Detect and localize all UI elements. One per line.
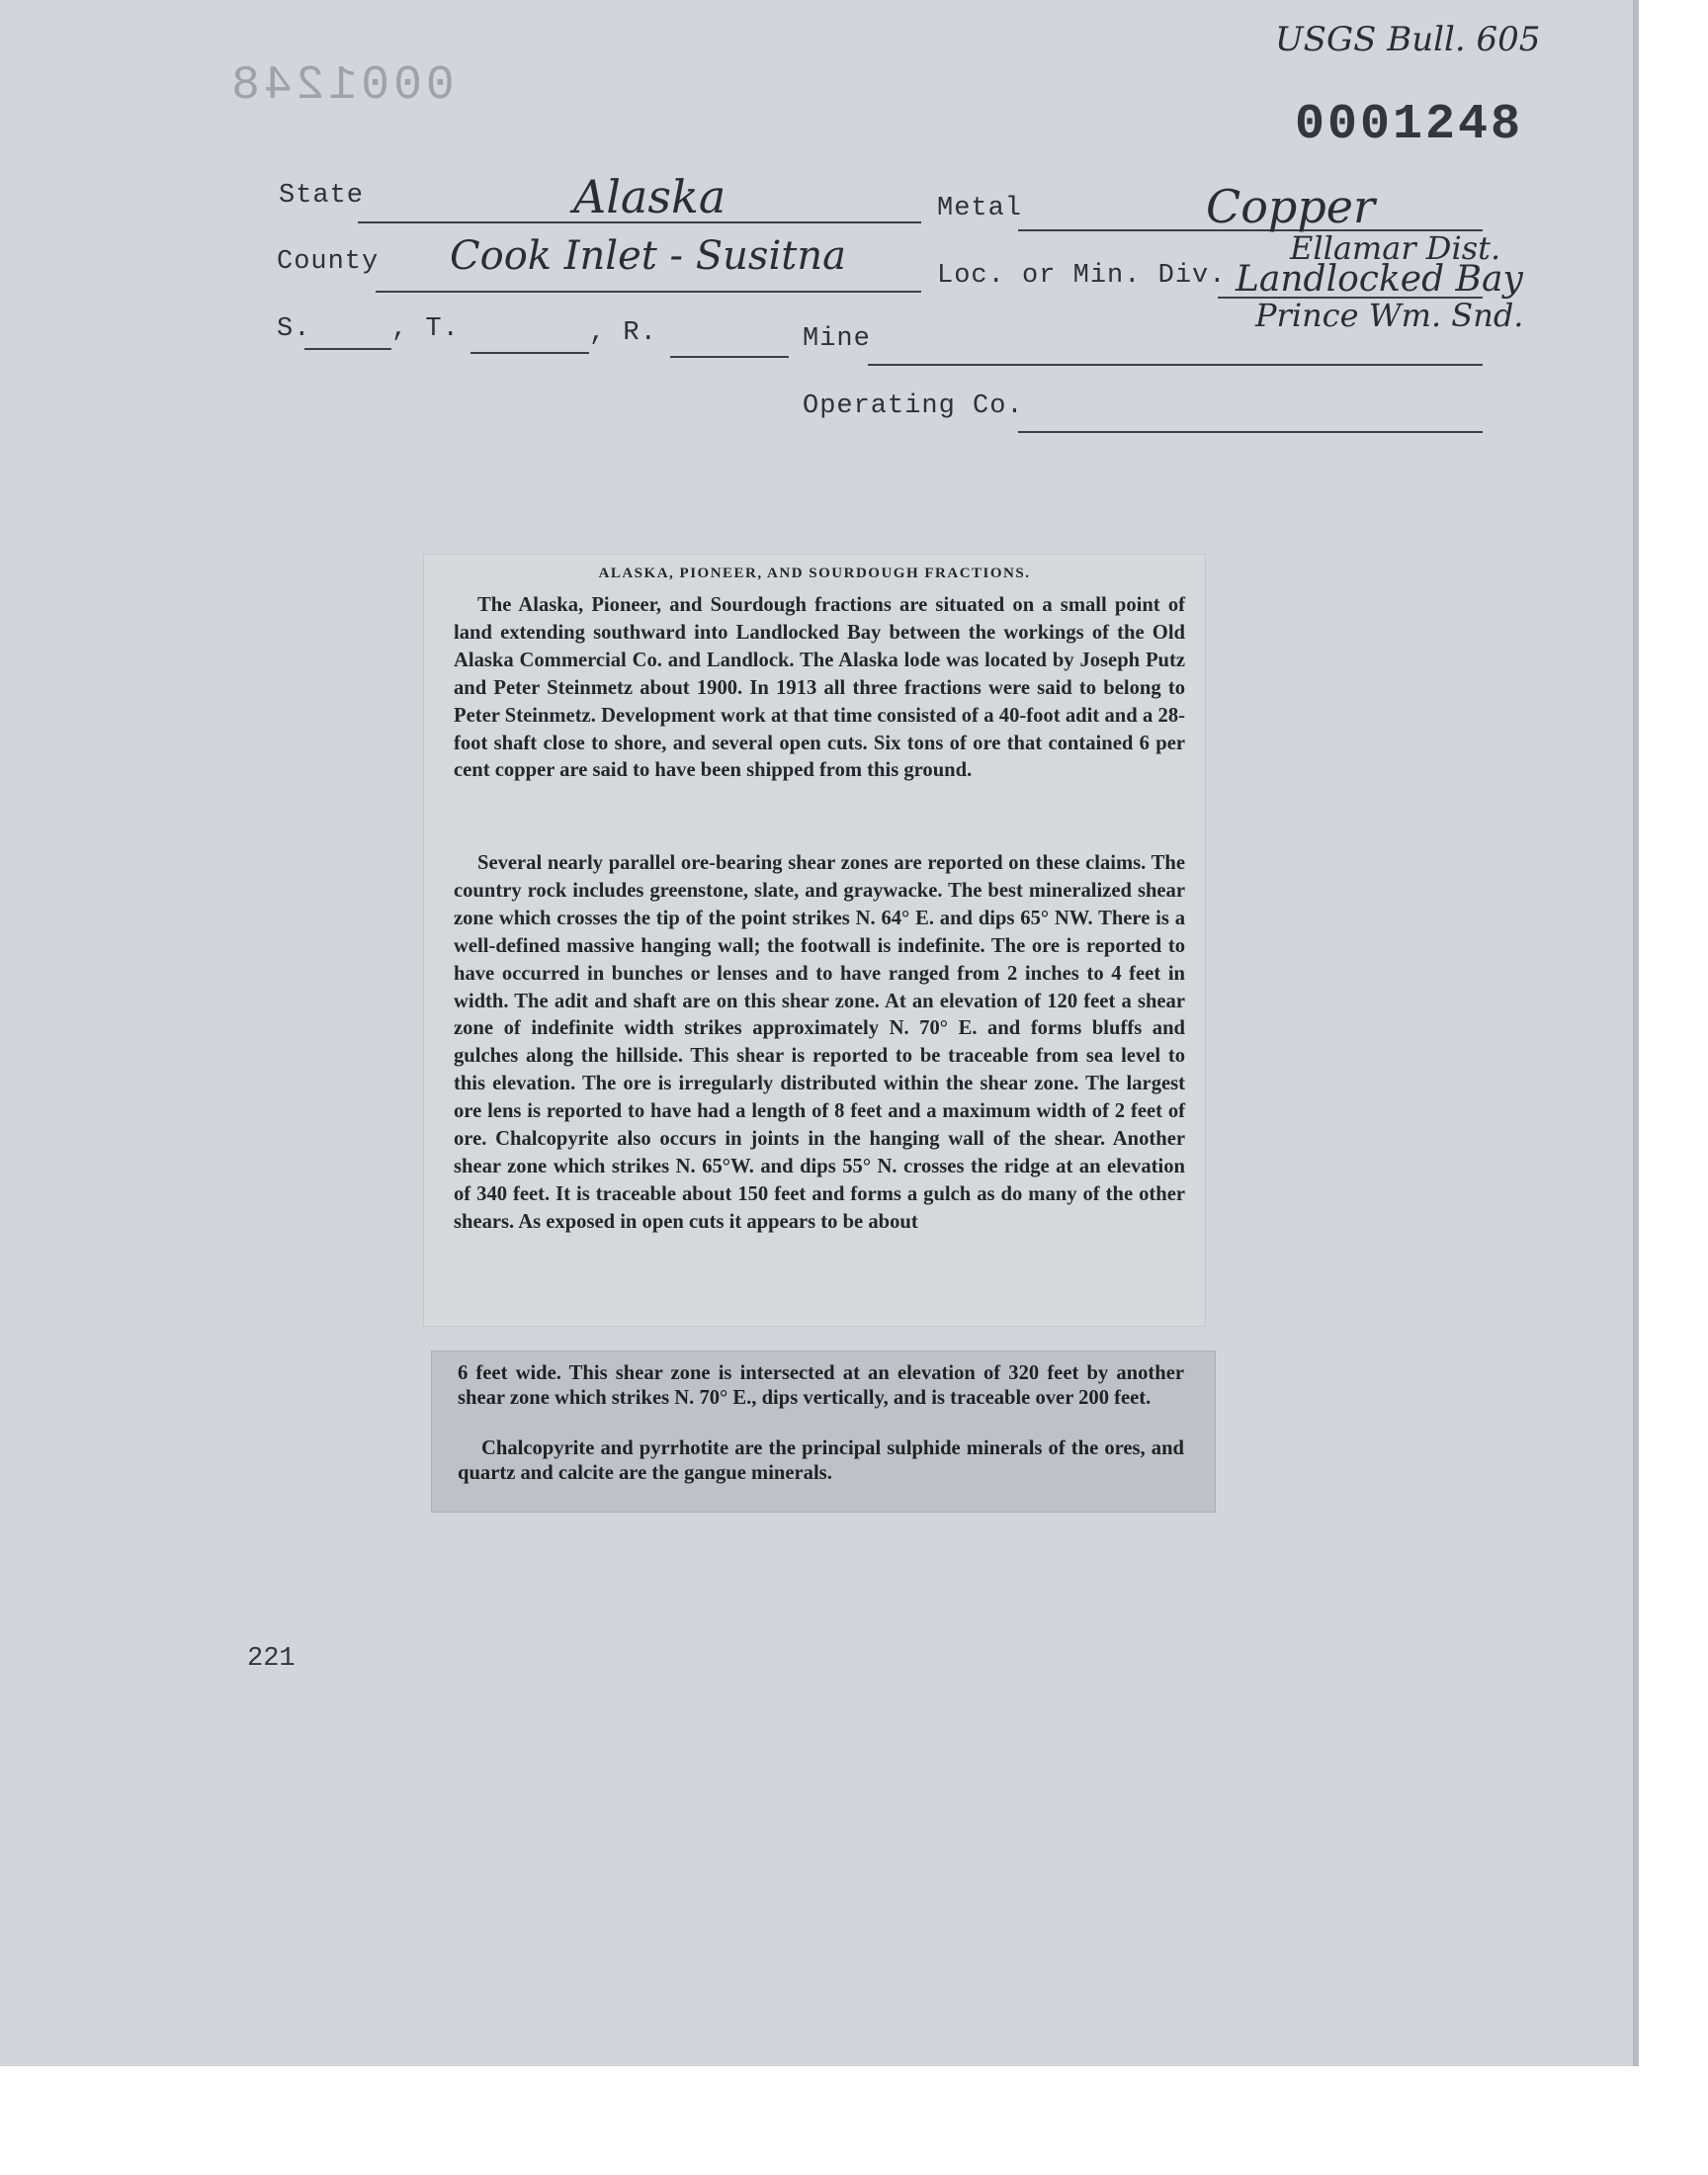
metal-label: Metal (937, 194, 1023, 223)
reference-note: USGS Bull. 605 (1275, 20, 1541, 59)
loc-label: Loc. or Min. Div. (937, 261, 1227, 291)
clipping-paragraph: Chalcopyrite and pyrrhotite are the principal sulphide minerals of the ores, and quartz and calcite are the gangue minerals. (458, 1437, 1184, 1484)
r-label: , R. (589, 318, 657, 348)
s-line (304, 348, 391, 350)
loc-value-bay: Landlocked Bay (1236, 259, 1523, 300)
s-label: S. (277, 314, 311, 344)
sheet-edge (1633, 0, 1639, 2066)
county-label: County (277, 247, 380, 277)
clipping-title: ALASKA, PIONEER, AND SOURDOUGH FRACTIONS. (598, 566, 1031, 581)
loc-value-sound: Prince Wm. Snd. (1255, 297, 1524, 334)
t-line (470, 352, 589, 354)
page-number: 221 (247, 1644, 296, 1674)
r-line (670, 356, 789, 358)
state-label: State (279, 181, 365, 211)
document-number: 0001248 (1295, 97, 1524, 153)
loc-value-district: Ellamar Dist. (1290, 229, 1501, 267)
operating-label: Operating Co. (803, 392, 1024, 421)
mine-line (868, 364, 1483, 366)
clipping-paragraph: 6 feet wide. This shear zone is intersected at an elevation of 320 feet by another shear zone which strikes N. 70° E., dips vertically, and is traceable over 200 feet. (458, 1362, 1184, 1409)
state-value: Alaska (573, 170, 726, 223)
bleed-through-stamp: 0001248 (227, 59, 455, 113)
metal-value: Copper (1206, 180, 1375, 233)
clipping-paragraph: Several nearly parallel ore-bearing shear zones are reported on these claims. The country rock includes greenstone, slate, and graywacke. The best mineralized shear zone which crosses the tip of the point strikes N. 64° E. and dips 65° NW. There is a well-defined massive hanging wall; the footwall is indefinite. The ore is reported to have occurred in bunches or lenses and to have ranged from 2 inches to 4 feet in width. The adit and shaft are on this shear zone. At an elevation of 120 feet a shear zone of indefinite width strikes approximately N. 70° E. and forms bluffs and gulches along the hillside. This shear is reported to be traceable from sea level to this elevation. The ore is irregularly distributed within the shear zone. The largest ore lens is reported to have had a length of 8 feet and a maximum width of 2 feet of ore. Chalcopyrite also occurs in joints in the hanging wall of the shear. Another shear zone which strikes N. 65°W. and dips 55° N. crosses the ridge at an elevation of 340 feet. It is traceable about 150 feet and forms a gulch as do many of the other shears. As exposed in open cuts it appears to be about (454, 852, 1185, 1233)
clipping-main (423, 554, 1206, 1327)
operating-line (1018, 431, 1483, 433)
county-line (376, 291, 921, 293)
county-value: Cook Inlet - Susitna (450, 233, 846, 279)
clipping-continuation (431, 1350, 1216, 1513)
t-label: , T. (391, 314, 460, 344)
clipping-paragraph: The Alaska, Pioneer, and Sourdough fractions are situated on a small point of land extending southward into Landlocked Bay between the workings of the Old Alaska Commercial Co. and Landlock. The Alaska lode was located by Joseph Putz and Peter Steinmetz about 1900. In 1913 all three fractions were said to belong to Peter Steinmetz. Development work at that time consisted of a 40-foot adit and a 28-foot shaft close to shore, and several open cuts. Six tons of ore that contained 6 per cent copper are said to have been shipped from this ground. (454, 594, 1185, 782)
mine-label: Mine (803, 324, 871, 354)
